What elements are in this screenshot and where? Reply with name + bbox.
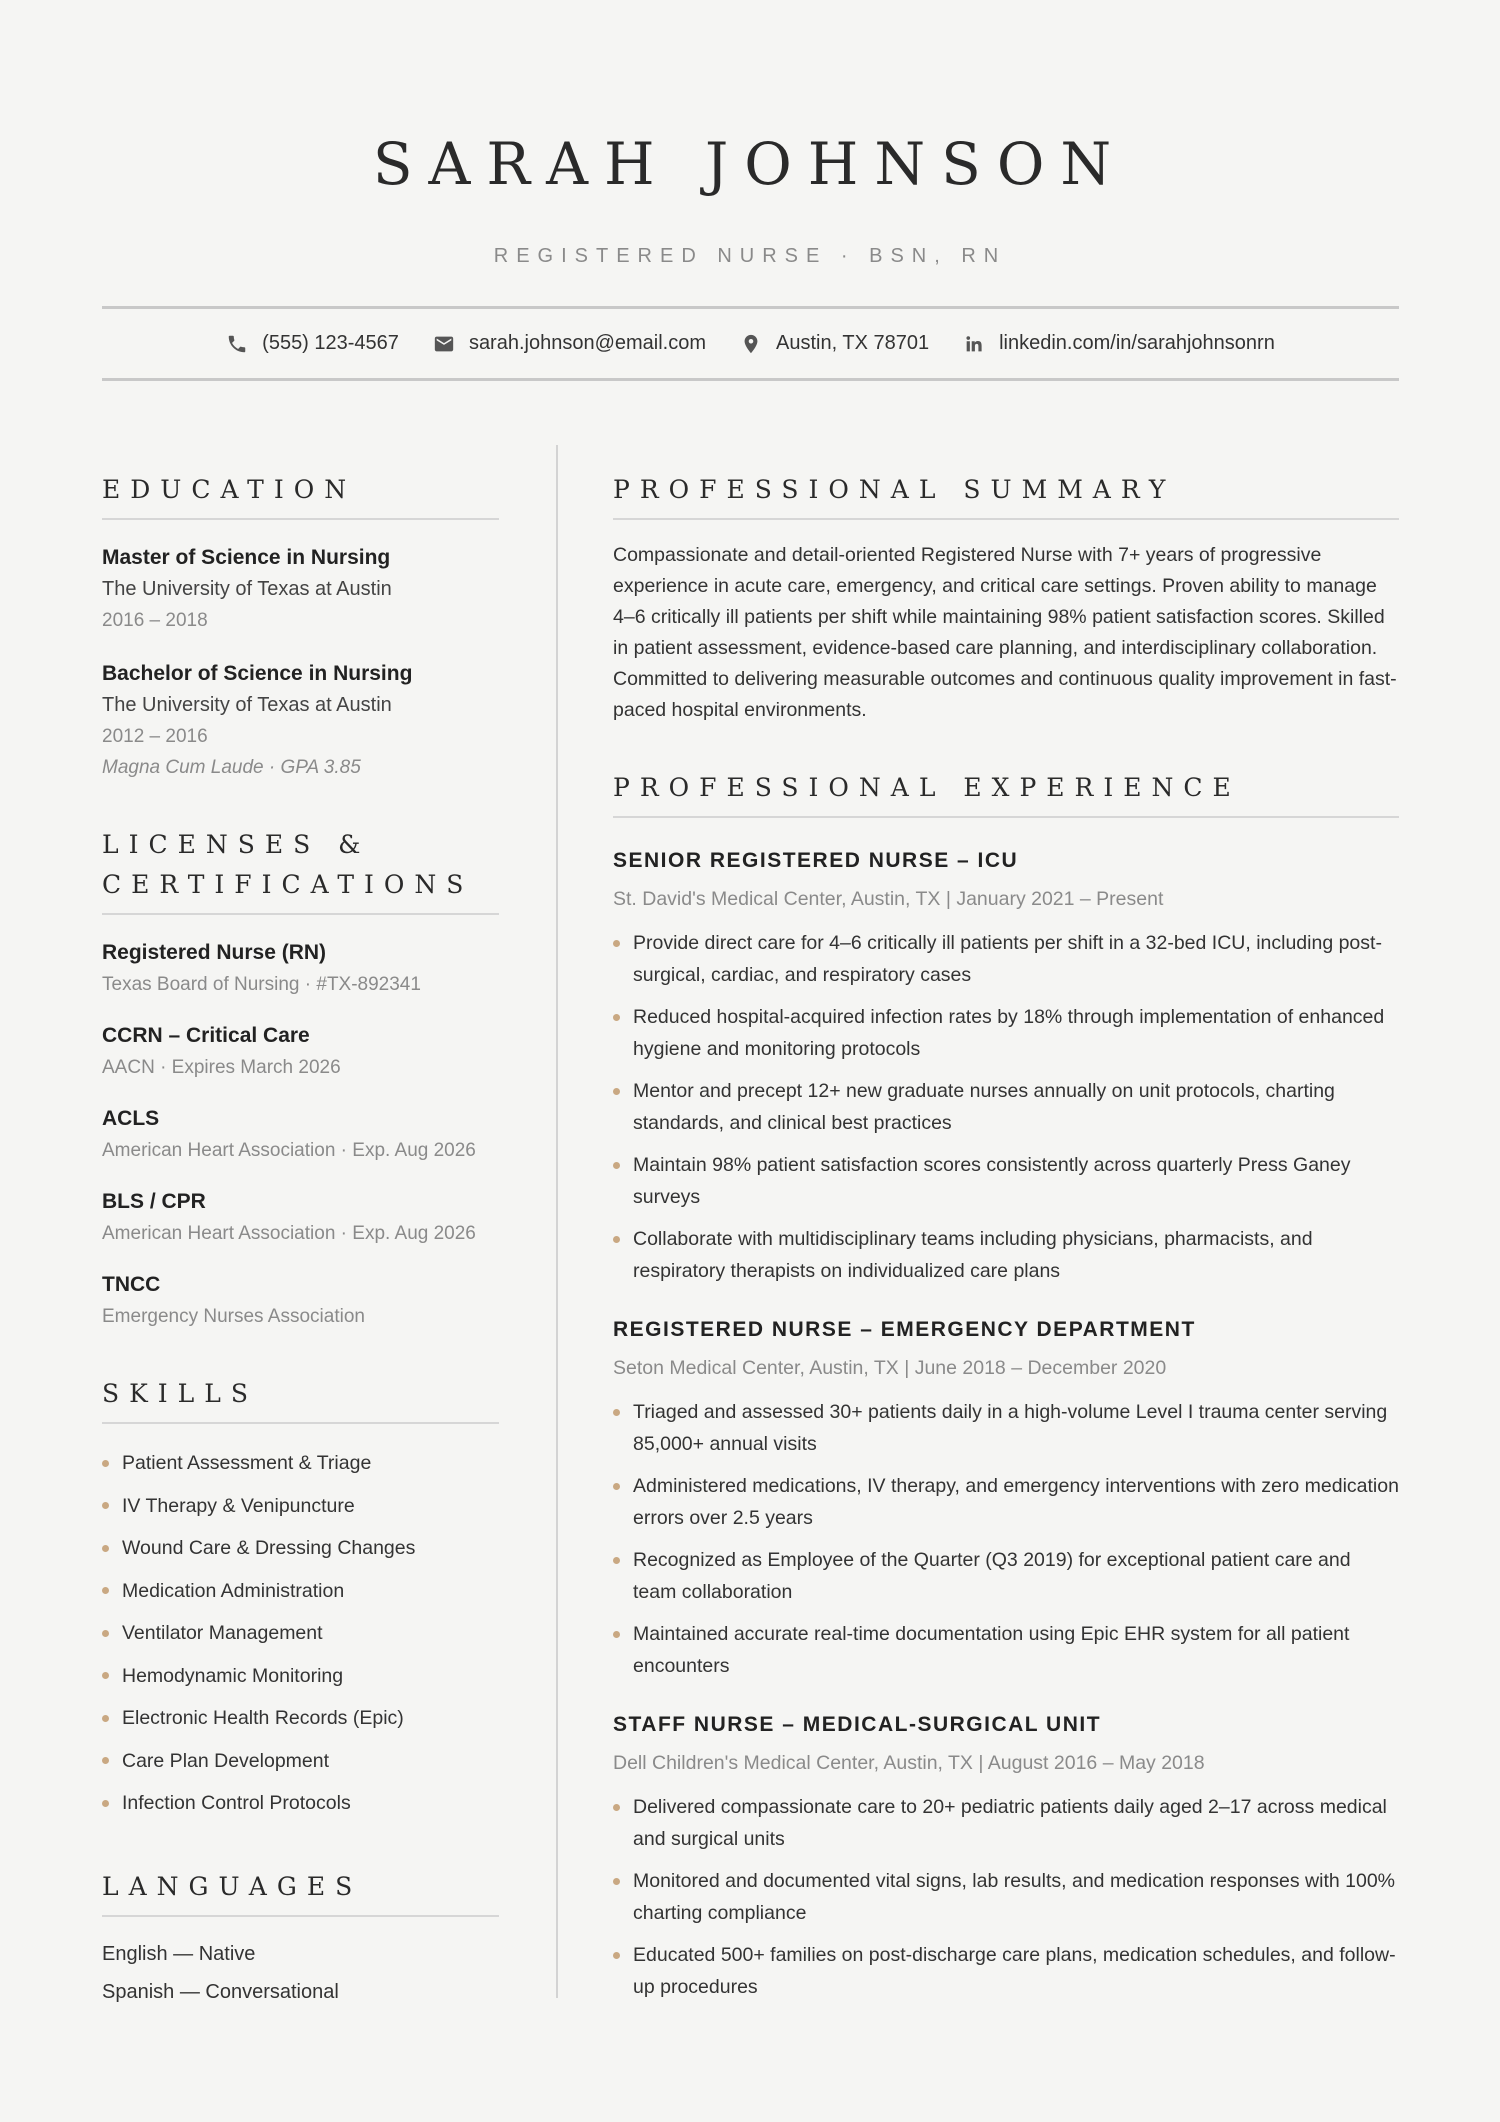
job-title: REGISTERED NURSE – EMERGENCY DEPARTMENT [613,1318,1196,1341]
skill-label: Hemodynamic Monitoring [122,1664,344,1687]
experience-section [613,768,1399,2003]
skill-label: Medication Administration [122,1579,345,1602]
licenses-heading [102,825,499,915]
bullet-dot-icon [102,1502,109,1509]
license-detail: AACN · Expires March 2026 [102,1057,341,1078]
license-detail: Emergency Nurses Association [102,1306,365,1327]
license-item [102,1103,499,1166]
skill-item [102,1697,499,1740]
education-section [102,470,499,783]
licenses-heading-line2: CERTIFICATIONS [102,870,474,899]
job-bullet [613,1791,1399,1855]
bullet-dot-icon [102,1587,109,1594]
license-name: ACLS [102,1107,160,1130]
skill-label: Patient Assessment & Triage [122,1452,372,1474]
license-item [102,1020,499,1083]
job-bullet [613,1396,1399,1460]
candidate-title: REGISTERED NURSE · BSN, RN [493,245,1007,267]
job-bullet-text: Recognized as Employee of the Quarter (Q3 2019) for exceptional patient care and team collaboration [633,1549,1351,1603]
job-bullet-text: Provide direct care for 4–6 critically ill patients per shift in a 32-bed ICU, including post-surgical, cardiac, and respiratory cases [633,932,1382,986]
left-column [102,470,499,2011]
languages-section [102,1867,499,2011]
license-name: Registered Nurse (RN) [102,941,327,964]
job-meta: Seton Medical Center, Austin, TX | June 2018 – December 2020 [613,1357,1167,1379]
edu-years: 2012 – 2016 [102,726,208,747]
license-detail: American Heart Association · Exp. Aug 2026 [102,1140,476,1161]
job-meta: Dell Children's Medical Center, Austin, TX | August 2016 – May 2018 [613,1752,1205,1774]
skills-heading: SKILLS [102,1374,499,1424]
job-bullets [613,927,1399,1287]
job-bullet-text: Collaborate with multidisciplinary teams including physicians, pharmacists, and respiratory therapists on individualized care plans [633,1228,1313,1282]
skill-label: Electronic Health Records (Epic) [122,1707,404,1729]
bullet-dot-icon [102,1715,109,1722]
job-bullet-text: Administered medications, IV therapy, and emergency interventions with zero medication errors over 2.5 years [633,1475,1399,1529]
licenses-section [102,825,499,1332]
summary-text: Compassionate and detail-oriented Registered Nurse with 7+ years of progressive experience in acute care, emergency, and critical care settings. Proven ability to manage 4–6 critically ill patients per shift while maintaining 98% patient satisfaction scores. Skilled in patient assessment, evidence-based care planning, and interdisciplinary collaboration. Committed to delivering measurable outcomes and continuous quality improvement in fast-paced hospital environments. [613,544,1397,721]
job-entry [613,844,1399,1287]
skill-label: Ventilator Management [122,1622,323,1644]
job-bullet [613,1618,1399,1682]
license-detail: American Heart Association · Exp. Aug 2026 [102,1223,476,1244]
edu-school: The University of Texas at Austin [102,694,392,716]
edu-honors: Magna Cum Laude · GPA 3.85 [102,757,361,778]
summary-heading: PROFESSIONAL SUMMARY [613,470,1399,520]
job-bullet [613,927,1399,991]
license-name: TNCC [102,1273,161,1296]
bullet-dot-icon [613,1236,620,1243]
job-bullet-text: Reduced hospital-acquired infection rates by 18% through implementation of enhanced hygiene and monitoring protocols [633,1006,1385,1060]
contact-linkedin-text: linkedin.com/in/sarahjohnsonrn [999,332,1275,354]
contact-email [433,332,706,355]
bullet-dot-icon [613,1631,620,1638]
bullet-dot-icon [613,940,620,947]
phone-icon [226,333,248,355]
right-column [613,470,1399,2013]
job-bullet [613,1470,1399,1534]
skill-item [102,1612,499,1655]
job-bullets [613,1396,1399,1682]
contact-location [740,332,929,355]
bullet-dot-icon [613,1878,620,1885]
bullet-dot-icon [613,1483,620,1490]
education-item [102,658,499,783]
license-name: CCRN – Critical Care [102,1024,310,1047]
license-detail: Texas Board of Nursing · #TX-892341 [102,974,421,995]
edu-degree: Master of Science in Nursing [102,546,391,569]
job-bullet [613,1149,1399,1213]
license-name: BLS / CPR [102,1190,206,1213]
education-heading: EDUCATION [102,470,499,520]
bullet-dot-icon [613,1557,620,1564]
contact-bar [102,306,1399,381]
job-bullet-text: Triaged and assessed 30+ patients daily in a high-volume Level I trauma center serving 85,000+ annual visits [633,1401,1388,1455]
contact-email-text: sarah.johnson@email.com [468,332,707,354]
skill-item [102,1485,499,1528]
skill-label: Wound Care & Dressing Changes [122,1537,416,1559]
education-item [102,542,499,636]
job-bullets [613,1791,1399,2003]
email-icon [433,333,455,355]
skill-label: IV Therapy & Venipuncture [122,1494,355,1517]
contact-location-text: Austin, TX 78701 [776,332,930,354]
language-item: English — Native [102,1942,256,1965]
location-icon [740,333,762,355]
edu-degree: Bachelor of Science in Nursing [102,662,413,685]
skill-item [102,1740,499,1783]
job-entry [613,1708,1399,2003]
bullet-dot-icon [613,1804,620,1811]
skills-section [102,1374,499,1825]
job-bullet-text: Maintain 98% patient satisfaction scores consistently across quarterly Press Ganey surveys [633,1154,1351,1208]
bullet-dot-icon [613,1952,620,1959]
job-entry [613,1313,1399,1682]
contact-phone [226,332,399,355]
experience-heading: PROFESSIONAL EXPERIENCE [613,768,1399,818]
job-bullet [613,1075,1399,1139]
bullet-dot-icon [102,1630,109,1637]
job-bullet [613,1001,1399,1065]
skill-item [102,1527,499,1570]
job-title: STAFF NURSE – MEDICAL-SURGICAL UNIT [613,1713,1102,1736]
skill-label: Care Plan Development [122,1749,330,1772]
skill-item [102,1570,499,1613]
job-bullet [613,1865,1399,1929]
contact-phone-text: (555) 123-4567 [262,332,399,354]
bullet-dot-icon [102,1545,109,1552]
bullet-dot-icon [102,1672,109,1679]
skills-list [102,1442,499,1825]
edu-school: The University of Texas at Austin [102,578,392,600]
job-meta: St. David's Medical Center, Austin, TX | January 2021 – Present [613,888,1164,910]
bullet-dot-icon [102,1460,109,1467]
job-bullet [613,1223,1399,1287]
summary-section [613,470,1399,726]
license-item [102,1186,499,1249]
column-divider [556,445,558,1998]
job-bullet-text: Mentor and precept 12+ new graduate nurses annually on unit protocols, charting standards, and clinical best practices [633,1080,1335,1134]
bullet-dot-icon [613,1088,620,1095]
candidate-name: SARAH JOHNSON [372,130,1128,198]
skill-item [102,1442,499,1485]
skill-label: Infection Control Protocols [122,1792,351,1814]
job-bullet-text: Monitored and documented vital signs, lab results, and medication responses with 100% charting compliance [633,1870,1396,1924]
bullet-dot-icon [613,1409,620,1416]
job-bullet [613,1544,1399,1608]
languages-heading: LANGUAGES [102,1867,499,1917]
contact-linkedin [963,332,1275,355]
language-item: Spanish — Conversational [102,1980,339,2003]
job-bullet-text: Maintained accurate real-time documentation using Epic EHR system for all patient encounters [633,1623,1350,1677]
skill-item [102,1655,499,1698]
languages-list [102,1935,499,2011]
skill-item [102,1782,499,1825]
license-item [102,937,499,1000]
bullet-dot-icon [102,1800,109,1807]
linkedin-icon [963,333,985,355]
job-bullet-text: Delivered compassionate care to 20+ pediatric patients daily aged 2–17 across medical and surgical units [633,1796,1387,1850]
bullet-dot-icon [102,1757,109,1764]
job-title: SENIOR REGISTERED NURSE – ICU [613,849,1019,872]
license-item [102,1269,499,1332]
job-bullet-text: Educated 500+ families on post-discharge care plans, medication schedules, and follow-up procedures [633,1944,1396,1998]
edu-years: 2016 – 2018 [102,610,208,631]
bullet-dot-icon [613,1014,620,1021]
job-bullet [613,1939,1399,2003]
licenses-heading-line1: LICENSES & [102,830,371,859]
bullet-dot-icon [613,1162,620,1169]
